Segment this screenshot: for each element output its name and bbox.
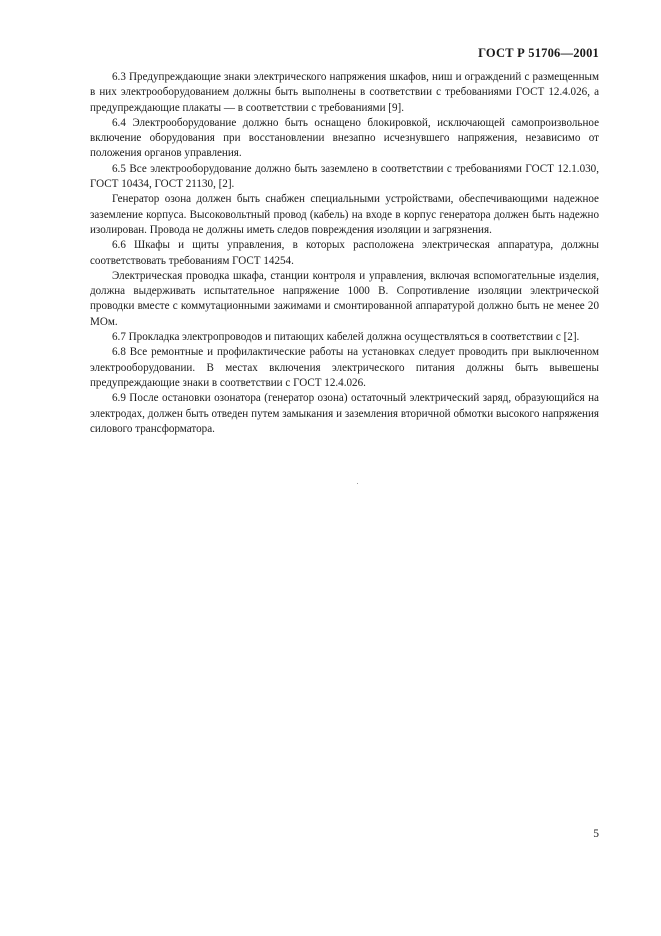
paragraph-ozone-generator-grounding: Генератор озона должен быть снабжен специальными устройствами, обеспечивающими надежное заземление корпуса. Высоковольтный провод (кабель) на входе в корпус генератора должен быть надежно изолирован. Провода не должны иметь следов повреждения изоляции и загрязнения. [90,193,599,236]
page-number: 5 [593,828,599,840]
scan-speck [357,483,358,484]
paragraph-6-6: 6.6 Шкафы и щиты управления, в которых расположена электрическая аппаратура, должны соответствовать требованиям ГОСТ 14254. [90,239,599,267]
standard-code: ГОСТ Р 51706—2001 [478,46,599,60]
paragraph-6-8: 6.8 Все ремонтные и профилактические работы на установках следует проводить при выключенном электрооборудовании. В местах включения электрического питания должны быть вывешены предупреждающие знаки в соответствии с ГОСТ 12.4.026. [90,346,599,389]
paragraph-6-3: 6.3 Предупреждающие знаки электрического напряжения шкафов, ниш и ограждений с размещенным в них электрооборудованием должны быть выполнены в соответствии с требованиями ГОСТ 12.4.026, а предупреждающие плакаты — в соответствии с требованиями [9]. [90,71,599,114]
document-body [90,70,599,437]
paragraph-6-5: 6.5 Все электрооборудование должно быть заземлено в соответствии с требованиями ГОСТ 12.1.030, ГОСТ 10434, ГОСТ 21130, [2]. [90,162,599,191]
document-header [478,46,599,61]
paragraph-6-4: 6.4 Электрооборудование должно быть оснащено блокировкой, исключающей самопроизвольное включение оборудования при восстановлении внезапно исчезнувшего напряжения, независимо от положения органов управления. [90,116,599,160]
paragraph-wiring-insulation: Электрическая проводка шкафа, станции контроля и управления, включая вспомогательные изделия, должна выдерживать испытательное напряжение 1000 В. Сопротивление изоляции электрической проводки вместе с коммутационными зажимами и смонтированной аппаратурой должно быть не менее 20 МОм. [90,269,599,328]
paragraph-6-9: 6.9 После остановки озонатора (генератор озона) остаточный электрический заряд, образующийся на электродах, должен быть отведен путем замыкания и заземления вторичной обмотки высокого напряжения силового трансформатора. [90,392,599,435]
paragraph-6-7: 6.7 Прокладка электропроводов и питающих кабелей должна осуществляться в соответствии с [2]. [112,331,580,344]
